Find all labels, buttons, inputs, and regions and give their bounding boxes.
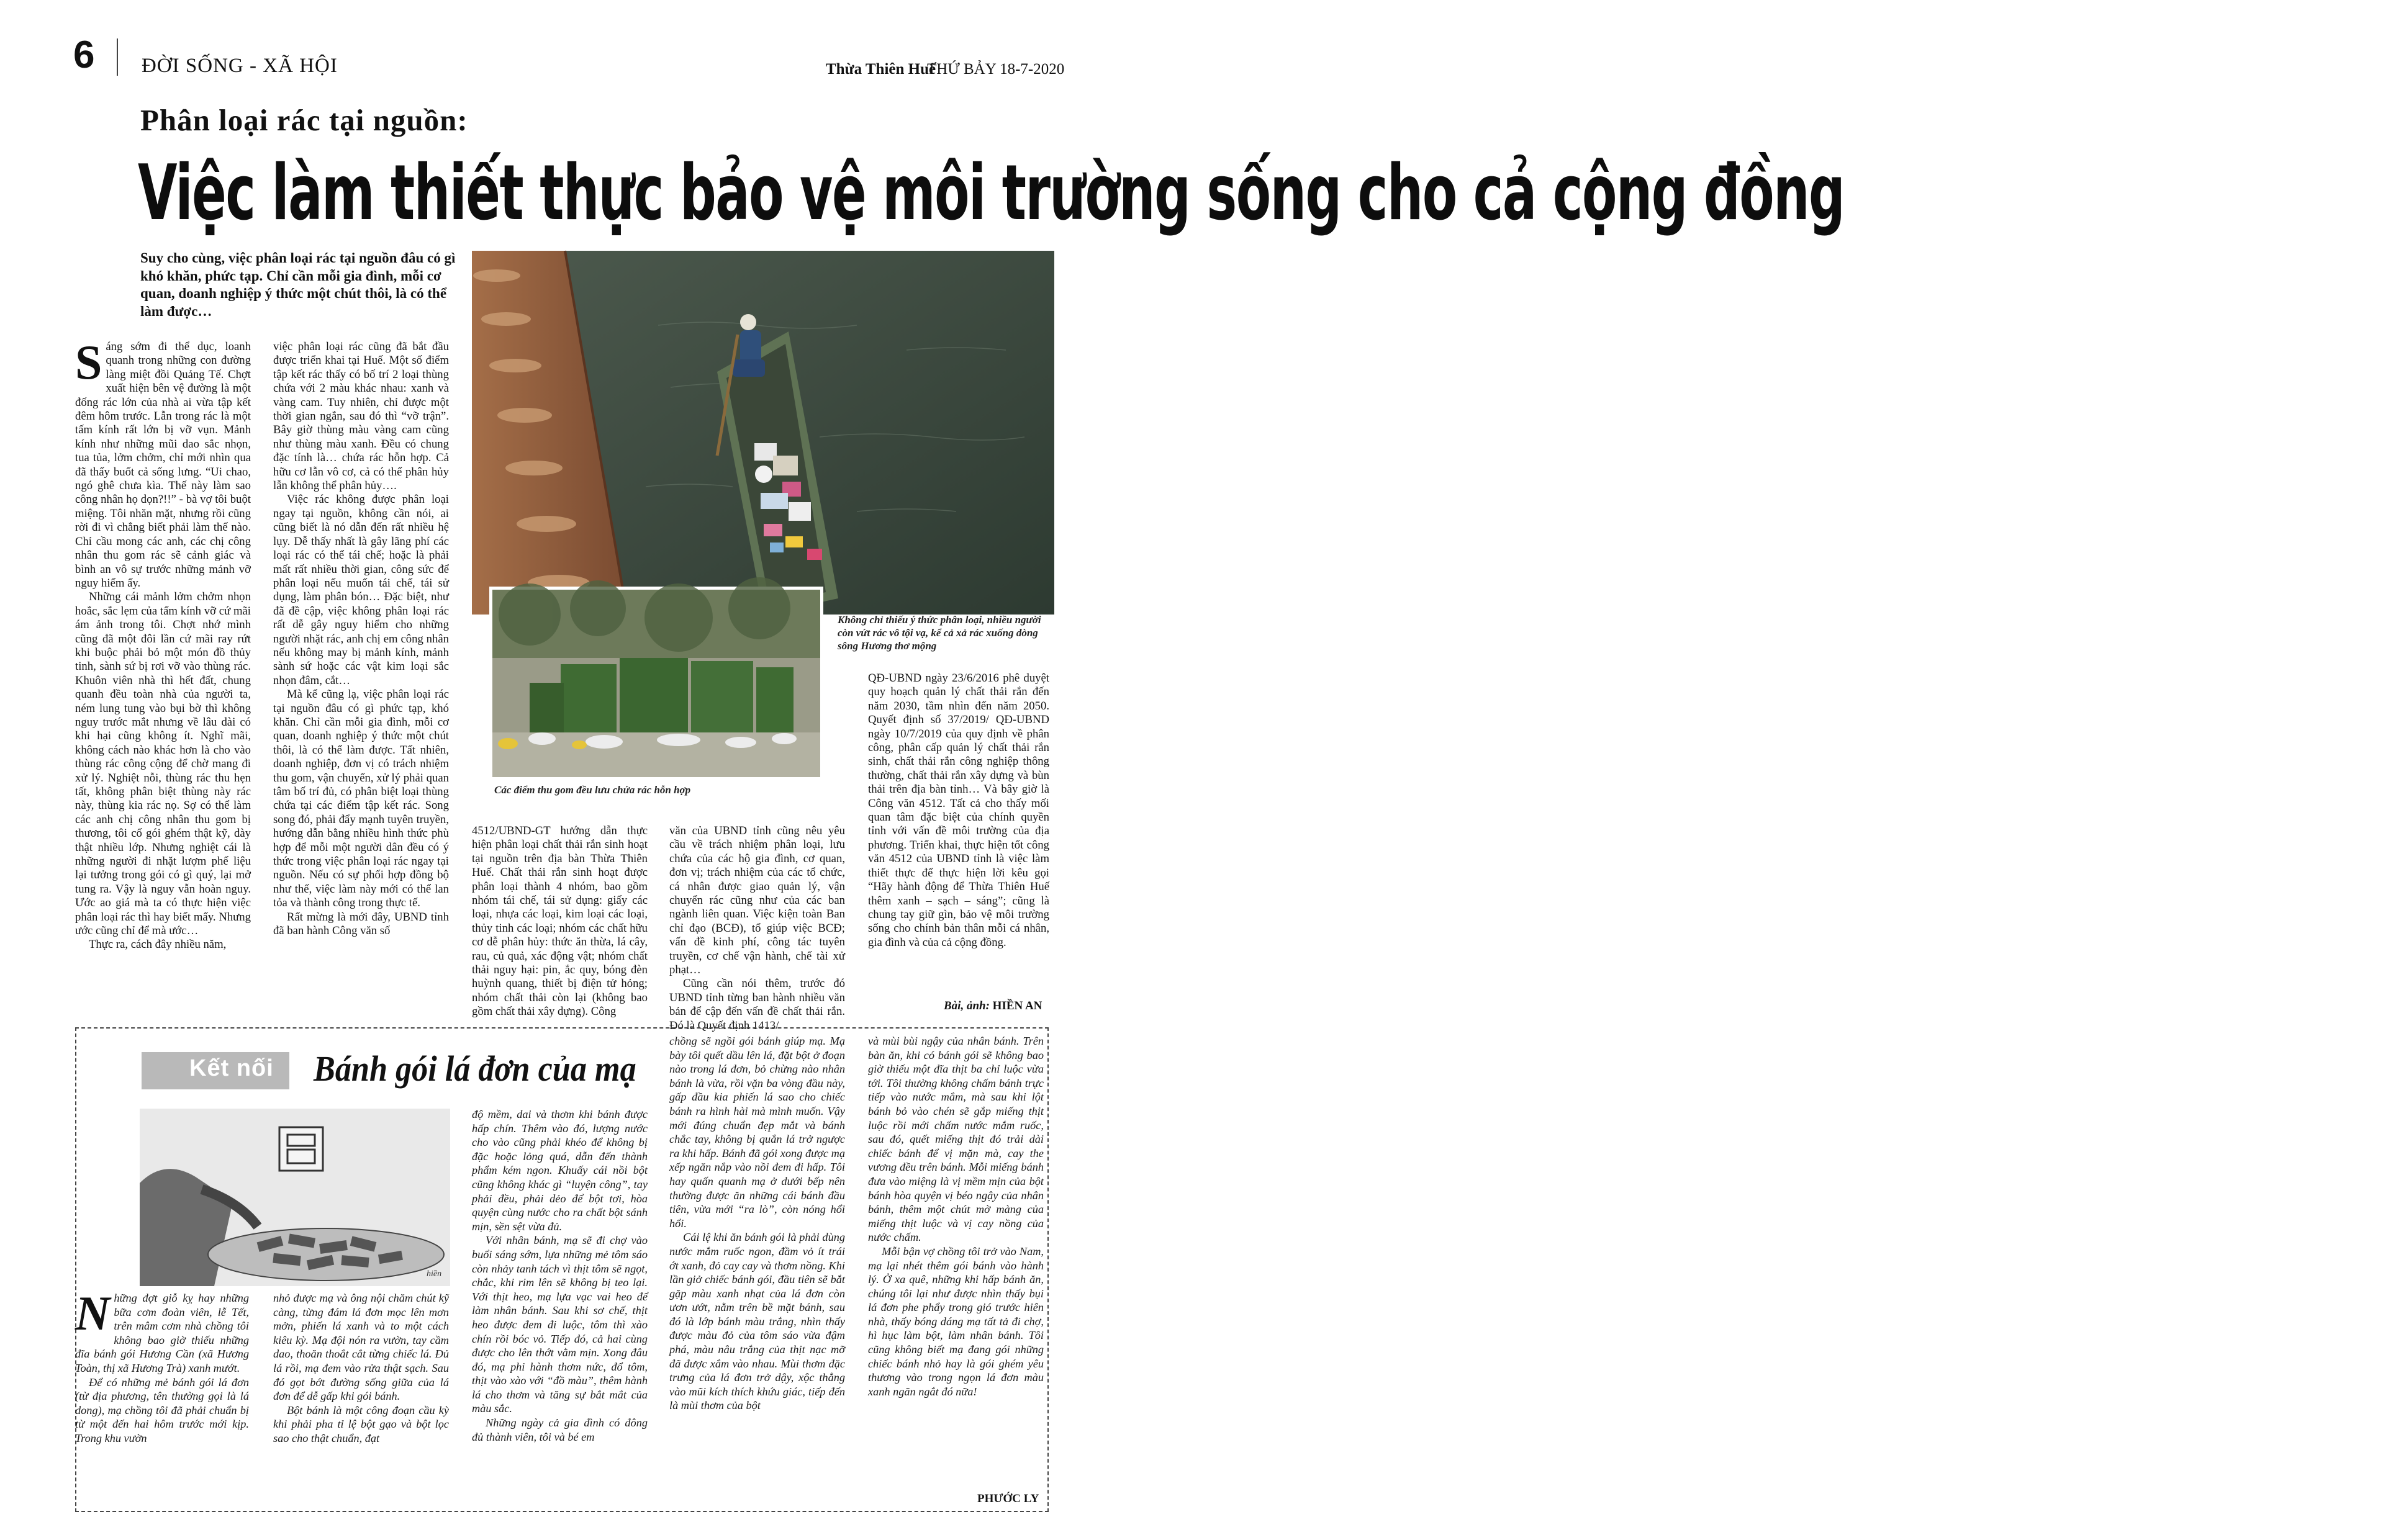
bins-photo-illustration [492,590,820,777]
boat-photo-illustration [472,251,1054,615]
boat-photo [472,251,1054,615]
banh-goi-sketch [140,1109,450,1286]
paragraph: Những ngày cả gia đình có đông đủ thành viên, tôi và bé em [472,1416,648,1443]
paragraph: Rất mừng là mới đây, UBND tỉnh đã ban hành Công văn số [273,910,449,938]
story-column-1 [75,1286,249,1446]
article-sapo: Suy cho cùng, việc phân loại rác tại nguồn đâu có gì khó khăn, phức tạp. Chỉ cần mỗi gia đình, mỗi cơ quan, doanh nghiệp ý thức một chút thôi, là có thể làm được… [140,250,456,319]
paragraph: chồng sẽ ngồi gói bánh giúp mạ. Mạ bày tôi quết dầu lên lá, đặt bột ở đoạn nào trong lá đơn, bỏ chừng nào nhân bánh là vừa, rồi vặn ba vòng đầu này, gấp đầu kia phiến lá sao cho chiếc bánh ra hình hài mà mình muốn. Vậy mới đúng chuẩn đẹp mắt và bánh chắc tay, không bị quắn lá trở ngược ra khi hấp. Bánh đã gói xong được mạ xếp ngăn nắp vào nồi đem đi hấp. Tôi hay quấn quanh mạ ở dưới bếp nên thường được ăn những cái bánh đầu tiên, vừa mới “ra lò”, còn nóng hổi hổi. [669,1035,845,1230]
paragraph: Để có những mẻ bánh gói lá đơn (từ địa phương, tên thường gọi là lá dong), mạ chồng tôi đã phải chuẩn bị từ một đến hai hôm trước mới kịp. Trong khu vườn [75,1376,249,1444]
paragraph: Với nhân bánh, mạ sẽ đi chợ vào buổi sáng sớm, lựa những mẻ tôm sáo còn nhảy tanh tách vì thịt tôm sẽ ngọt, chắc, khi rim lên sẽ không bị teo lại. Với thịt heo, mạ lựa vạc vai heo để làm nhân bánh. Sau khi sơ chế, thịt heo được đem đi luộc, tôm thì xào chín rồi bóc vỏ. Tiếp đó, cả hai cùng được cho lên thớt vằm mịn. Xong đâu đó, mạ phi hành thơm nức, đổ tôm, thịt vào xào với “đồ màu”, thêm hành lá cho thơm và tăng sự bắt mắt của màu sắc. [472,1234,648,1415]
story-column-3 [472,1107,648,1444]
story-author: PHƯỚC LY [977,1492,1039,1505]
paragraph: áng sớm đi thể dục, loanh quanh trong những con đường làng miệt đồi Quảng Tế. Chợt xuất hiện bên vệ đường là một đống rác lớn của nhà ai vừa tập kết đêm hôm trước. Lẫn trong rác là một tấm kính rất lớn bị vỡ vụn. Mảnh kính như những mũi dao sắc nhọn, tua tủa, lởm chởm, chỉ mới nhìn qua đã thấy buốt cả sống lưng. “Ui chao, ngó ghê chưa kìa. Thế này làm sao công nhân họ dọn?!!” - bà vợ tôi buột miệng. Tôi nhăn mặt, nhưng rồi cũng rời đi vì chẳng biết phải làm thế nào. Chỉ cầu mong các anh, các chị công nhân thu gom rác sẽ cảnh giác và bình an vô sự trước những mảnh vỡ nguy hiểm ấy. [75,340,251,590]
byline-name: HIỀN AN [992,999,1042,1012]
paragraph: Việc rác không được phân loại ngay tại nguồn, không cần nói, ai cũng biết là nó dẫn đến rất nhiều hệ lụy. Dễ thấy nhất là gây lãng phí các loại rác có thể tái chế; hoặc là phải mất rất nhiều thời gian, công sức để phân loại nếu muốn tái chế, tái sử dụng, làm phân bón… Đặc biệt, như đã đề cập, việc không phân loại rác rất dễ gây nguy hiểm cho những người nhặt rác, anh chị em công nhân nếu không may bị mảnh kính, mảnh sành sứ hoặc các vật kim loại sắc nhọn đâm, cắt… [273,493,449,687]
paragraph: Bột bánh là một công đoạn cầu kỳ khi phải pha tỉ lệ bột gạo và bột lọc sao cho thật chuẩn, đạt [273,1403,449,1444]
sketch-illustration [140,1109,450,1286]
bins-caption: Các điểm thu gom đều lưu chứa rác hỗn hợp [494,784,691,796]
page-number: 6 [73,34,95,76]
paragraph: nhỏ được mạ và ông nội chăm chút kỹ càng, từng đám lá đơn mọc lên mơn mởn, phiến lá xanh và to một cách kiêu kỳ. Mạ đội nón ra vườn, tay cầm dao, thoăn thoắt cắt từng chiếc lá. Đủ lá rồi, mạ đem vào rửa thật sạch. Sau đó gọt bớt đường sống giữa của lá đơn để dễ gấp khi gói bánh. [273,1292,449,1403]
paragraph: việc phân loại rác cũng đã bắt đầu được triển khai tại Huế. Một số điểm tập kết rác thấy có bố trí 2 loại thùng chứa với 2 màu khác nhau: xanh và vàng cam. Tuy nhiên, chỉ được một thời gian ngắn, sau đó thì “vỡ trận”. Bây giờ thùng màu vàng cam cũng như thùng màu xanh. Đều có chung đặc tính là… chứa rác hỗn hợp. Cả hữu cơ lẫn vô cơ, cả có thể phân hủy lẫn không thể phân hủy…. [273,340,449,493]
bins-photo [489,587,823,780]
paragraph: Cái lệ khi ăn bánh gói là phải dùng nước mắm ruốc ngon, đầm vỏ ít trái ớt xanh, đỏ cay cay và thơm nồng. Khi lần giở chiếc bánh gói, đầu tiên sẽ bắt gặp màu xanh nhạt của lá đơn còn ươn ướt, nằm trên bề mặt bánh, sau đó là lớp bánh màu trắng, nhìn thấy được màu đỏ của tôm sáo vừa đậm phá, màu nâu trắng của thịt nạc mỡ đã được xắm vào nhau. Mùi thơm đặc trưng của lá đơn trở dậy, xộc thẳng vào mũi kích thích khứu giác, tiếp đến là mùi thơm của bột [669,1231,845,1412]
sketch-signature: hiền [427,1269,442,1279]
story-column-2 [273,1291,449,1446]
story-column-4 [669,1034,845,1413]
dropcap: N [75,1286,111,1340]
article-byline [944,999,1042,1013]
article-column-1 [75,335,251,952]
article-column-2 [273,340,449,938]
header-divider [117,38,118,76]
newspaper-name: Thừa Thiên Huế [826,61,936,78]
paragraph: Cũng cần nói thêm, trước đó UBND tỉnh từng ban hành nhiều văn bản để cập đến vấn đề chất thải rắn. Đó là Quyết định 1413/ [669,977,845,1032]
paragraph: hững đợt giỗ kỵ hay những bữa cơm đoàn viên, lễ Tết, trên mâm cơm nhà chồng tôi không bao giờ thiếu những đĩa bánh gói Hương Cần (xã Hương Toàn, thị xã Hương Trà) xanh mướt. [75,1292,249,1374]
connect-tag: Kết nối [189,1055,274,1081]
article-column-3 [472,824,648,1019]
story-column-5 [868,1034,1044,1398]
paragraph: Thực ra, cách đây nhiều năm, [89,938,227,952]
issue-date: THỨ BẢY 18-7-2020 [927,61,1065,78]
byline-prefix: Bài, ảnh: [944,999,990,1012]
paragraph: Những cái mảnh lởm chởm nhọn hoắc, sắc lẹm của tấm kính vỡ cứ mãi ám ảnh trong tôi. Chợt nhớ mình cũng đã một đôi lần cứ mãi ray rứt khi buộc phải bỏ một món đồ thủy tinh, sành sứ bị rơi vỡ vào thùng rác. Khuôn viên nhà thì hết đất, chung quanh đều toàn nhà của người ta, ném lung tung vào bụi bờ thì không nguy trước mắt nhưng về lâu dài có khi hại cũng không ít. Nghĩ mãi, không cách nào khác hơn là cho vào thùng rác công cộng để chờ mang đi xử lý. Nghiệt nỗi, thùng rác thu hẹn tất, không phân biệt thùng này rác này, thùng kia rác nọ. Sợ có thể làm các anh chị công nhân thu gom bị thương, tôi cố gói ghém thật kỹ, dày thật nhiều lớp. Nhưng nghiệt cái là những người đi nhặt lượm phế liệu lại tưởng trong gói có gì quý, lại mở tung ra. Vậy là nguy vẫn hoàn nguy. Ước ao giá mà ta có thực hiện việc phân loại rác thì hay biết mấy. Nhưng ước cũng chỉ để mà ước… [75,590,251,938]
dropcap: S [75,335,102,389]
paragraph: Mỗi bận vợ chồng tôi trở vào Nam, mạ lại nhét thêm gói bánh vào hành lý. Ở xa quê, những khi hấp bánh ăn, chúng tôi lại như được nhìn thấy bụi lá đơn phe phẩy trong gió trước hiên nhà, thấy bóng dáng mạ tất tả đi chợ, hì hục làm bột, làm nhân bánh. Tôi cũng không biết mạ đang gói những chiếc bánh nhỏ hay là gói ghém yêu thương vào trong ngọn lá đơn màu xanh ngăn ngắt đó nữa! [868,1245,1044,1398]
paragraph: QĐ-UBND ngày 23/6/2016 phê duyệt quy hoạch quản lý chất thải rắn đến năm 2030, tầm nhìn đến năm 2050. Quyết định số 37/2019/ QĐ-UBND ngày 10/7/2019 của quy định về phân công, phân cấp quản lý chất thải rắn sinh, chất thải rắn công nghiệp thông thường, chất thải rắn xây dựng và bùn thải trên địa bàn tỉnh… Và bây giờ là Công văn 4512. Tất cả cho thấy mối quan tâm đặc biệt của chính quyền tỉnh với vấn đề môi trường của địa phương. Triển khai, thực hiện tốt công văn 4512 của UBND tỉnh là việc làm thiết thực để thực hiện lời kêu gọi “Hãy hành động để Thừa Thiên Huế thêm xanh – sạch – sáng”; cũng là chung tay giữ gìn, bảo vệ môi trường sống cho chính bản thân mỗi cá nhân, gia đình và của cả cộng đồng. [868,672,1049,949]
boat-caption: Không chỉ thiếu ý thức phân loại, nhiều người còn vứt rác vô tội vạ, kể cả xả rác xuống dòng sông Hương thơ mộng [838,614,1041,652]
article-kicker: Phân loại rác tại nguồn: [140,103,468,137]
paragraph: văn của UBND tỉnh cũng nêu yêu cầu về trách nhiệm phân loại, lưu chứa của các hộ gia đình, cơ quan, đơn vị; trách nhiệm của các tổ chức, cá nhân được giao quản lý, vận chuyển rác cũng như của các ban ngành liên quan. Việc kiện toàn Ban chỉ đạo (BCĐ), tổ giúp việc BCĐ; vấn đề kinh phí, công tác tuyên truyền, cơ chế vận hành, chế tài xử phạt… [669,824,845,977]
paragraph: độ mềm, dai và thơm khi bánh được hấp chín. Thêm vào đó, lượng nước cho vào cũng phải khéo để không bị đặc hoặc lỏng quá, dẫn đến thành phẩm kém ngon. Khuấy cái nồi bột cũng không khác gì “luyện công”, tay phải đều, phải dẻo để bột tơi, hòa quyện cùng nước cho ra chất bột sánh mịn, sền sệt vừa đủ. [472,1108,648,1233]
paragraph: Mà kể cũng lạ, việc phân loại rác tại nguồn đâu có gì phức tạp, khó khăn. Chỉ cần mỗi gia đình, mỗi cơ quan, doanh nghiệp ý thức một chút thôi, là có thể làm được. Tất nhiên, doanh nghiệp, đơn vị có trách nhiệm thu gom, vận chuyển, xử lý phải quan tâm bố trí đủ, có phân biệt loại thùng chứa tại các điểm tập kết rác. Song song đó, phải đẩy mạnh tuyên truyền, hướng dẫn bằng nhiều hình thức phù hợp để mỗi một người dân đều có ý thức trong việc phân loại rác ngay tại nguồn. Nếu có sự phối hợp đồng bộ như thế, việc làm này mới có thể lan tỏa và thành công trong thực tế. [273,688,449,910]
article-headline [138,144,1845,246]
paragraph: và mùi bùi ngậy của nhân bánh. Trên bàn ăn, khi có bánh gói sẽ không bao giờ thiếu một đĩa thịt ba chỉ luộc vừa tới. Tôi thường không chấm bánh trực tiếp vào nước mắm, mà sau khi lột bánh bỏ vào chén sẽ gắp miếng thịt luộc rồi mới chấm nước mắm ruốc, sau đó, quết miếng thịt đó trải dài chiếc bánh để vị mặn mà, cay the vương đều trên bánh. Mỗi miếng bánh đưa vào miệng là vị mềm mịn của bột bánh hòa quyện vị béo ngậy của nhân bánh, thêm một chút mờ màng của miếng thịt luộc và vị cay nồng của nước chấm. [868,1035,1044,1244]
section-name: ĐỜI SỐNG - XÃ HỘI [142,55,338,77]
article-column-4 [669,824,845,1033]
paragraph: 4512/UBND-GT hướng dẫn thực hiện phân loại chất thải rắn sinh hoạt tại nguồn trên địa bàn Thừa Thiên Huế. Chất thải rắn sinh hoạt được phân loại thành 4 nhóm, bao gồm nhóm tái chế, tái sử dụng: giấy các loại, nhựa các loại, kim loại các loại, thủy tinh các loại; nhóm các chất hữu cơ dễ phân hủy: thức ăn thừa, lá cây, rau, củ quả, xác động vật; nhóm chất thải nguy hại: pin, ắc quy, bóng đèn huỳnh quang, thiết bị điện tử hỏng; nhóm chất thải còn lại (không bao gồm chất thải xây dựng). Công [472,824,648,1019]
article-column-5 [868,672,1049,950]
story-title: Bánh gói lá đơn của mạ [314,1048,636,1089]
headline-text: Việc làm thiết thực bảo vệ môi trường sống cho cả cộng đồng [138,148,1845,238]
